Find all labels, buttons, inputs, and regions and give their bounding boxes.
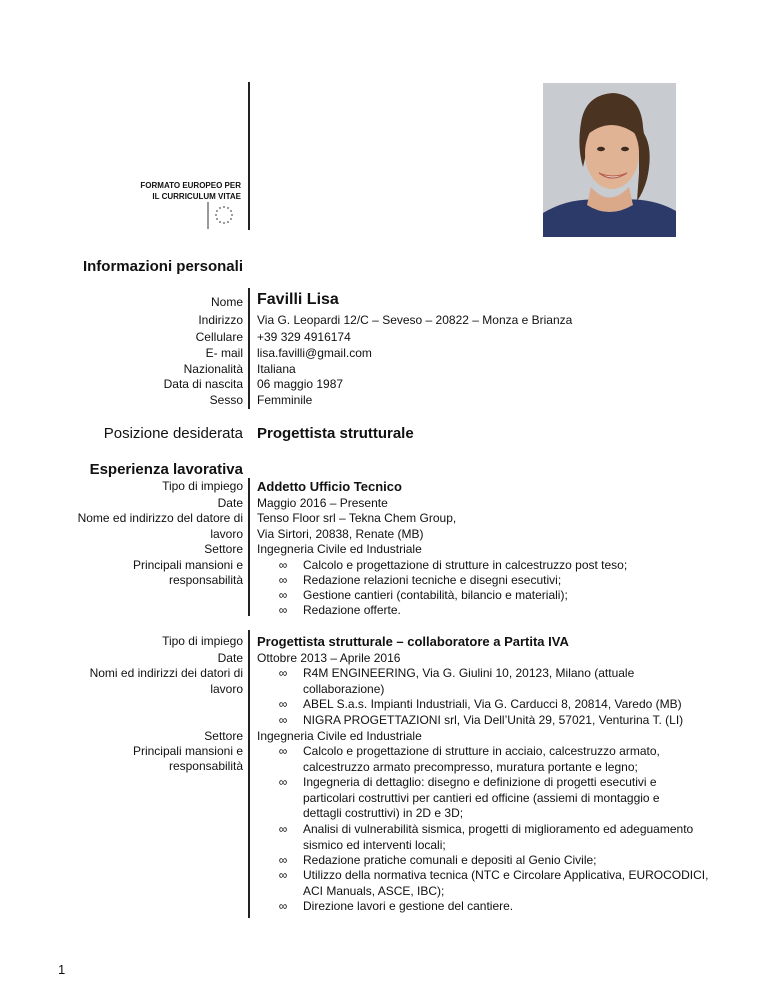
label-sex: Sesso: [209, 393, 243, 407]
bullet-icon: ∞: [278, 588, 288, 602]
vertical-rule-experience-2: [248, 630, 250, 918]
job1-label-duties-2: responsabilità: [168, 573, 243, 587]
label-birth: Data di nascita: [163, 377, 243, 391]
job1-employer-2: Via Sirtori, 20838, Renate (MB): [257, 527, 424, 541]
job1-label-type: Tipo di impiego: [162, 479, 243, 493]
job2-employer-line: NIGRA PROGETTAZIONI srl, Via Dell’Unità 29, 57021, Venturina T. (LI): [303, 713, 684, 727]
experience-title: Esperienza lavorativa: [89, 461, 243, 478]
bullet-icon: ∞: [278, 713, 288, 727]
position-label: Posizione desiderata: [103, 425, 243, 442]
label-phone: Cellulare: [195, 330, 243, 344]
bullet-icon: ∞: [278, 775, 288, 789]
bullet-icon: ∞: [278, 603, 288, 617]
person-phone: +39 329 4916174: [257, 330, 351, 344]
job2-label-duties: Principali mansioni e: [132, 744, 243, 758]
job2-label-sector: Settore: [204, 729, 243, 743]
job2-employer-line: collaborazione): [303, 681, 385, 696]
job2-bullet-line: Utilizzo della normativa tecnica (NTC e Circolare Applicativa, EUROCODICI,: [303, 868, 709, 882]
person-name: Favilli Lisa: [257, 291, 339, 308]
bullet-icon: ∞: [278, 697, 288, 711]
vertical-rule-experience: [248, 478, 250, 616]
job2-bullet-line: sismico ed interventi locali;: [303, 837, 446, 852]
job1-label-sector: Settore: [204, 542, 243, 556]
eu-stars-icon: [206, 202, 236, 229]
job2-label-dates: Date: [217, 651, 243, 665]
job1-label-dates: Date: [217, 496, 243, 510]
bullet-icon: ∞: [278, 573, 288, 587]
person-birth: 06 maggio 1987: [257, 377, 344, 391]
job2-bullet-line: calcestruzzo armato precompresso, muratura portante e legno;: [303, 759, 638, 774]
bullet-icon: ∞: [278, 822, 288, 836]
person-address: Via G. Leopardi 12/C – Seveso – 20822 – Monza e Brianza: [257, 313, 573, 327]
job1-label-employer: Nome ed indirizzo del datore di: [77, 511, 243, 525]
person-nationality: Italiana: [257, 362, 296, 376]
person-email[interactable]: lisa.favilli@gmail.com: [257, 346, 372, 360]
job1-bullet-text: Redazione offerte.: [303, 603, 401, 617]
job2-employer-line: R4M ENGINEERING, Via G. Giulini 10, 20123, Milano (attuale: [303, 666, 635, 680]
cv-format-header: [140, 180, 241, 202]
job2-sector: Ingegneria Civile ed Industriale: [257, 729, 422, 743]
label-name: Nome: [210, 295, 243, 309]
label-address: Indirizzo: [198, 313, 243, 327]
job1-bullet-text: Redazione relazioni tecniche e disegni esecutivi;: [303, 573, 562, 587]
job1-title: Addetto Ufficio Tecnico: [257, 479, 402, 494]
job2-bullet-line: particolari costruttivi per cantieri ed officine (assiemi di montaggio e: [303, 790, 660, 805]
person-sex: Femminile: [257, 393, 313, 407]
label-email: E- mail: [205, 346, 243, 360]
personal-info-title: Informazioni personali: [82, 258, 243, 275]
job2-bullet-line: dettagli costruttivi) in 2D e 3D;: [303, 806, 464, 821]
format-line-1: FORMATO EUROPEO PER: [140, 181, 241, 190]
job2-bullet-line: ACI Manuals, ASCE, IBC);: [303, 883, 445, 898]
job2-bullet-line: Calcolo e progettazione di strutture in acciaio, calcestruzzo armato,: [303, 744, 660, 758]
bullet-icon: ∞: [278, 666, 288, 680]
bullet-icon: ∞: [278, 868, 288, 882]
job1-label-duties: Principali mansioni e: [132, 558, 243, 572]
job2-label-type: Tipo di impiego: [162, 634, 243, 648]
job1-dates: Maggio 2016 – Presente: [257, 496, 388, 510]
profile-photo: [543, 83, 676, 237]
job2-label-duties-2: responsabilità: [168, 759, 243, 773]
job1-bullet-text: Calcolo e progettazione di strutture in calcestruzzo post teso;: [303, 558, 628, 572]
job1-employer-1: Tenso Floor srl – Tekna Chem Group,: [257, 511, 457, 525]
format-line-2: IL CURRICULUM VITAE: [152, 192, 241, 201]
position-value: Progettista strutturale: [257, 425, 414, 442]
job2-label-employer: Nomi ed indirizzi dei datori di: [89, 666, 243, 680]
job1-sector: Ingegneria Civile ed Industriale: [257, 542, 422, 556]
bullet-icon: ∞: [278, 744, 288, 758]
vertical-rule-top: [248, 82, 250, 230]
job2-dates: Ottobre 2013 – Aprile 2016: [257, 651, 401, 665]
job1-label-employer-2: lavoro: [210, 527, 243, 541]
job2-bullet-line: Direzione lavori e gestione del cantiere.: [303, 899, 514, 913]
bullet-icon: ∞: [278, 558, 288, 572]
job2-label-employer-2: lavoro: [210, 682, 243, 696]
bullet-icon: ∞: [278, 899, 288, 913]
page-number: 1: [58, 962, 66, 977]
vertical-rule-personal: [248, 288, 250, 409]
job2-bullet-line: Redazione pratiche comunali e depositi al Genio Civile;: [303, 853, 597, 867]
job2-bullet-line: Ingegneria di dettaglio: disegno e definizione di progetti esecutivi e: [303, 775, 657, 789]
job1-bullet-text: Gestione cantieri (contabilità, bilancio e materiali);: [303, 588, 568, 602]
label-nationality: Nazionalità: [183, 362, 243, 376]
job2-employer-line: ABEL S.a.s. Impianti Industriali, Via G. Carducci 8, 20814, Varedo (MB): [303, 697, 682, 711]
job2-title: Progettista strutturale – collaboratore a Partita IVA: [257, 634, 569, 649]
job2-bullet-line: Analisi di vulnerabilità sismica, progetti di miglioramento ed adeguamento: [303, 822, 694, 836]
bullet-icon: ∞: [278, 853, 288, 867]
